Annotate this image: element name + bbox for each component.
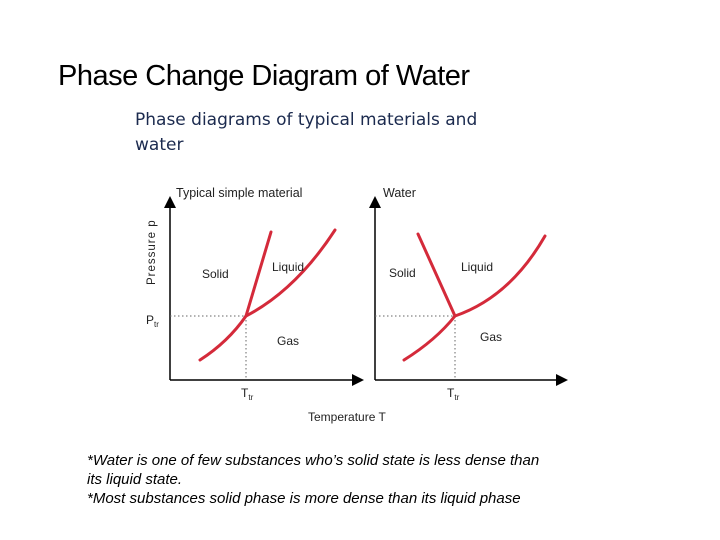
triple-pressure-label [146,313,159,329]
right-panel-title: Water [383,186,416,200]
right-liquid-label: Liquid [461,260,494,274]
note-line-1: *Water is one of few substances who’s solid state is less dense than [87,452,540,469]
left-phase-curves [200,230,335,360]
left-triple-temp-symbol: T [241,386,249,400]
left-axes [170,202,358,380]
right-phase-curves [404,234,545,360]
right-triple-temp-subscript: tr [454,393,460,402]
left-triple-temp-subscript: tr [248,393,254,402]
x-axis-label: Temperature T [308,410,386,424]
slide-title: Phase Change Diagram of Water [58,60,470,92]
right-gas-label: Gas [480,330,503,344]
triple-pressure-symbol: P [146,313,155,327]
left-liquid-label: Liquid [272,260,305,274]
note-line-3: *Most substances solid phase is more dense than its liquid phase [87,490,521,507]
figure-title-line-2: water [135,135,184,155]
left-gas-label: Gas [277,334,300,348]
right-fusion-curve [418,234,455,316]
notes [87,451,647,508]
right-sublimation-curve [404,316,455,360]
triple-point-guides [170,316,455,380]
note-line-2: its liquid state. [87,471,183,488]
right-triple-temp-label [447,386,460,402]
left-triple-temp-label [241,386,254,402]
left-panel-title: Typical simple material [176,186,303,200]
right-solid-label: Solid [389,266,416,280]
right-vaporization-curve [455,236,545,316]
triple-pressure-subscript: tr [154,320,159,329]
left-sublimation-curve [200,316,246,360]
y-axis-label: Pressure p [146,219,158,285]
right-triple-temp-symbol: T [447,386,455,400]
right-axes [375,202,562,380]
left-solid-label: Solid [202,267,229,281]
figure-title-line-1: Phase diagrams of typical materials and [135,110,478,130]
